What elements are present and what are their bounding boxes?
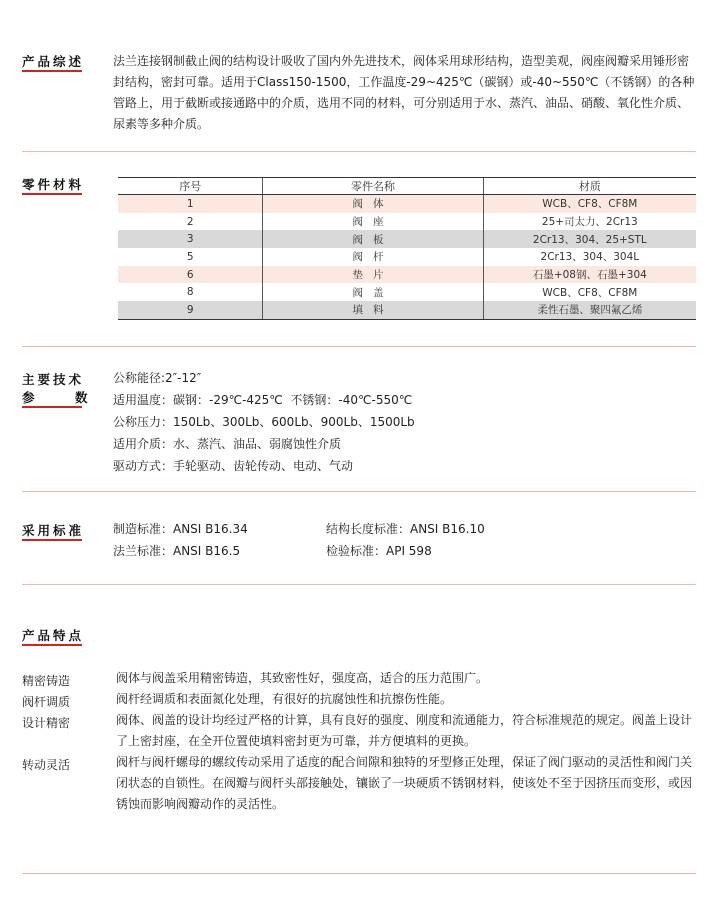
overview-title: 产品综述 [22, 54, 85, 69]
table-row [118, 248, 696, 266]
row-no: 8 [186, 286, 194, 299]
table-row [118, 213, 696, 231]
row-material: 25+司太力、2Cr13 [483, 213, 696, 231]
feature-label-stem: 阀杆调质 [22, 695, 71, 709]
row-part-name: 垫片 [263, 266, 483, 284]
parts-title: 零件材料 [22, 177, 85, 192]
standard-flange: 法兰标准：ANSI B16.5 [113, 544, 241, 558]
specs-title-underline [22, 406, 82, 408]
spec-line-drive: 驱动方式：手轮驱动、齿轮传动、电动、气动 [113, 459, 354, 473]
feature-text-casting: 阀体与阀盖采用精密铸造，其致密性好，强度高，适合的压力范围广。 [116, 671, 489, 685]
row-no: 2 [186, 215, 194, 228]
header-material: 材质 [483, 178, 696, 195]
row-part-name: 阀盖 [263, 283, 483, 301]
feature-label-casting: 精密铸造 [22, 674, 71, 688]
row-no: 9 [118, 301, 263, 319]
feature-text-operation: 阀杆与阀杆螺母的螺纹传动采用了适度的配合间隙和独特的牙型修正处理，保证了阀门驱动的灵活性和阀门关闭状态的自锁性。在阀瓣与阀杆头部接触处，镶嵌了一块硬质不锈钢材料，使该处不至于因挤压而变形，或因锈蚀而影响阀瓣动作的灵活性。 [116, 755, 693, 811]
standard-inspection: 检验标准：API 598 [326, 544, 432, 558]
row-material: 2Cr13、304、304L [483, 248, 696, 266]
overview-title-underline [22, 70, 82, 72]
table-row [118, 301, 696, 319]
row-material: 石墨+08钢、石墨+304 [483, 266, 696, 284]
row-part-name: 阀杆 [263, 248, 483, 266]
standards-title: 采用标准 [22, 523, 85, 538]
standard-manufacturing: 制造标准：ANSI B16.34 [113, 522, 248, 536]
row-no: 3 [186, 233, 194, 246]
overview-text: 法兰连接钢制截止阀的结构设计吸收了国内外先进技术，阀体采用球形结构，造型美观，阀座阀瓣采用锤形密封结构，密封可靠。适用于Class150-1500，工作温度-29~425℃（碳钢）或-40~550℃（不锈钢）的各种管路上，用于截断或接通路中的介质，选用不同的材料，可分别适用于水、蒸汽、油品、硝酸、氧化性介质、尿素等多种介质。 [113, 54, 695, 131]
table-row [118, 283, 696, 301]
spec-line-size: 公称能径:2″-12″ [113, 371, 202, 385]
row-part-name: 填料 [263, 301, 483, 319]
parts-title-underline [22, 193, 82, 195]
row-material: WCB、CF8、CF8M [483, 195, 696, 213]
table-header-row [118, 178, 696, 195]
row-no: 6 [186, 268, 194, 281]
spec-line-medium: 适用介质：水、蒸汽、油品、弱腐蚀性介质 [113, 437, 342, 451]
spec-line-temperature: 适用温度：碳钢：-29℃-425℃ 不锈钢：-40℃-550℃ [113, 393, 413, 407]
row-material: WCB、CF8、CF8M [483, 283, 696, 301]
row-no: 5 [186, 250, 194, 263]
features-title-underline [22, 644, 82, 646]
standards-title-underline [22, 539, 82, 541]
specs-title-line1: 主要技术 [22, 372, 85, 387]
specs-title-line2: 参 数 [22, 390, 102, 405]
row-material: 柔性石墨、聚四氟乙烯 [483, 301, 696, 319]
row-part-name: 阀座 [263, 213, 483, 231]
header-no: 序号 [118, 178, 263, 195]
feature-text-stem: 阀杆经调质和表面氮化处理，有很好的抗腐蚀性和抗擦伤性能。 [116, 692, 453, 706]
spec-line-pressure: 公称压力：150Lb、300Lb、600Lb、900Lb、1500Lb [113, 415, 415, 429]
section-divider [22, 873, 696, 874]
feature-label-design: 设计精密 [22, 716, 71, 730]
header-part-name: 零件名称 [263, 178, 483, 195]
row-no: 1 [186, 197, 194, 210]
feature-label-operation: 转动灵活 [22, 758, 71, 772]
row-part-name: 阀板 [263, 230, 483, 248]
parts-table [118, 177, 696, 320]
section-divider [22, 584, 696, 585]
row-part-name: 阀体 [263, 195, 483, 213]
table-row [118, 266, 696, 284]
standard-face-to-face: 结构长度标准：ANSI B16.10 [326, 522, 485, 536]
feature-text-design: 阀体、阀盖的设计均经过严格的计算，具有良好的强度、刚度和流通能力，符合标准规范的规定。阀盖上设计了上密封座，在全开位置使填料密封更为可靠，并方便填料的更换。 [116, 713, 693, 748]
table-row [118, 230, 696, 248]
section-divider [22, 491, 696, 492]
table-row [118, 195, 696, 213]
row-material: 2Cr13、304、25+STL [483, 230, 696, 248]
features-title: 产品特点 [22, 628, 85, 643]
section-divider [22, 151, 696, 152]
section-divider [22, 346, 696, 347]
